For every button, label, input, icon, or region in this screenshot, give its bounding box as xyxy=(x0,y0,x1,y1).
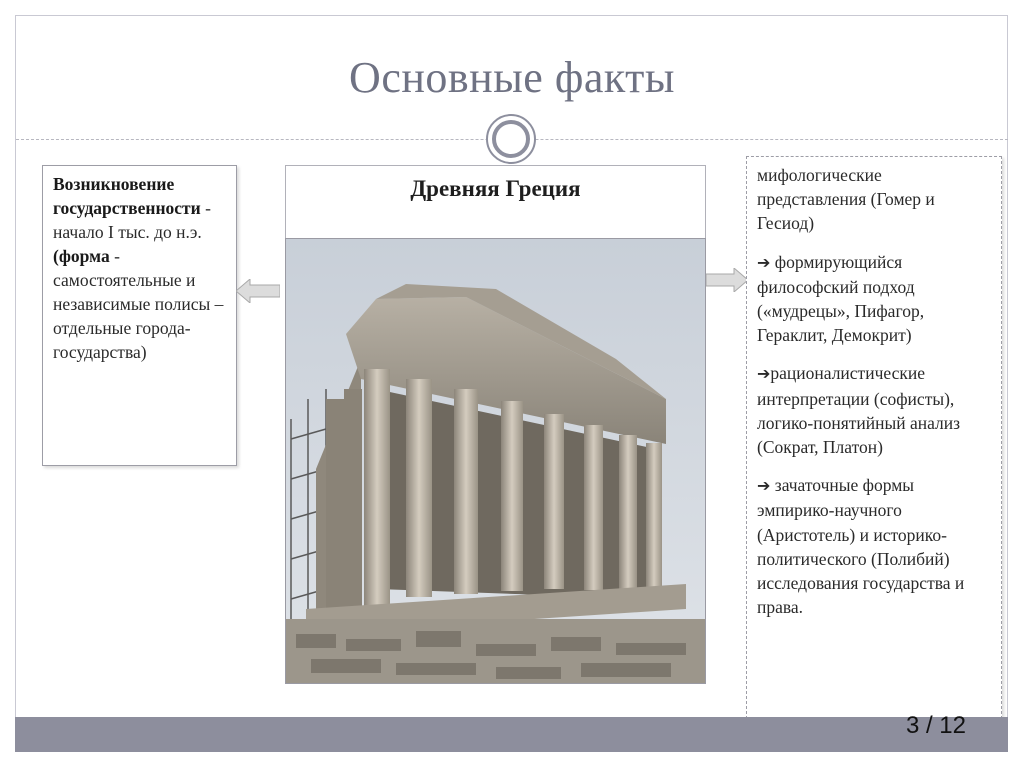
empirical-forms xyxy=(757,473,991,619)
page-indicator: 3 / 12 xyxy=(905,712,966,739)
rationalist-interpretations xyxy=(757,361,991,459)
left-arrow-icon xyxy=(236,279,280,303)
form-label: (форма xyxy=(53,246,110,266)
parthenon-image xyxy=(286,239,706,684)
form-description: - самостоятельные и независимые полисы – отдельные города-государства) xyxy=(53,246,224,362)
center-title-box xyxy=(285,165,706,239)
right-arrow-icon: ➔ xyxy=(757,252,771,272)
empirical-forms-text: зачаточные формы эмпирико-научного (Аристотель) и историко-политического (Полибий) исследования государства и права. xyxy=(757,475,965,618)
rationalist-text: рационалистические интерпретации (софисты), xyxy=(757,363,955,409)
statehood-date: - начало I тыс. до н.э. xyxy=(53,198,211,242)
right-arrow-icon: ➔ xyxy=(757,364,771,384)
philosophical-approach xyxy=(757,250,991,348)
right-text-box xyxy=(746,156,1002,719)
bottom-bar xyxy=(15,717,1008,752)
center-title: Древняя Греция xyxy=(410,176,581,201)
right-arrow-icon xyxy=(706,268,748,292)
philosophical-approach-text: формирующийся философский подход («мудрецы», Пифагор, Гераклит, Демокрит) xyxy=(757,251,925,346)
left-text-box xyxy=(42,165,237,466)
logical-analysis-text: логико-понятийный анализ (Сократ, Платон) xyxy=(757,412,961,458)
parthenon-photo xyxy=(285,238,706,684)
slide-title: Основные факты xyxy=(349,53,675,102)
right-arrow-icon: ➔ xyxy=(757,476,771,496)
statehood-heading: Возникновение государственности xyxy=(53,174,201,218)
mythological-views: мифологические представления (Гомер и Гесиод) xyxy=(757,165,935,234)
circle-ornament-inner-icon xyxy=(492,120,530,158)
